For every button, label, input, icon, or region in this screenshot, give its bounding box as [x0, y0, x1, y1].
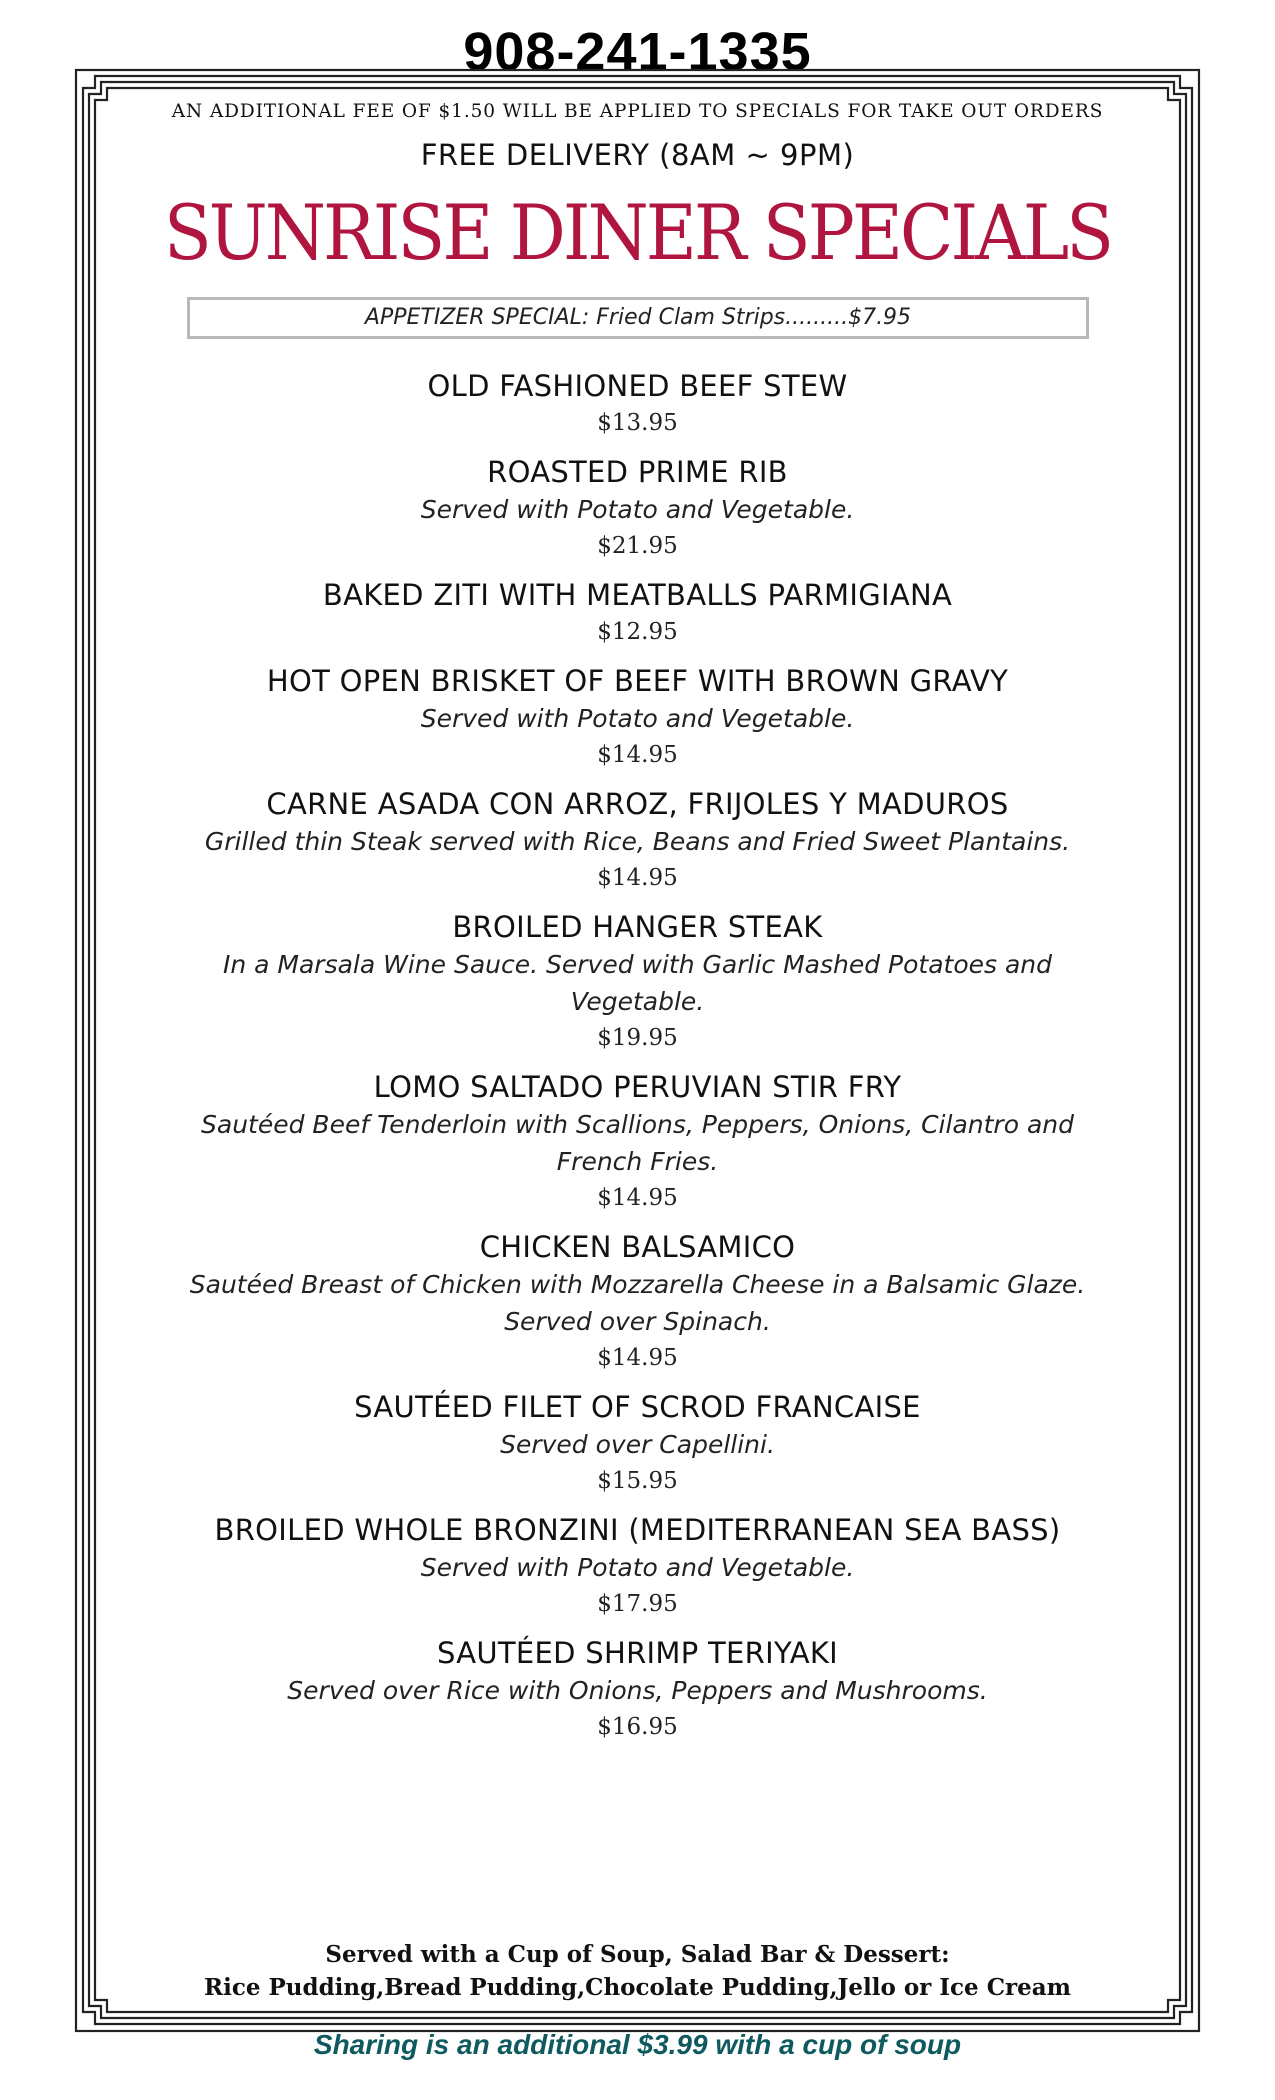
item-price: $13.95: [597, 410, 678, 436]
menu-item: [130, 576, 1145, 650]
item-description: Served over Capellini.: [500, 1430, 775, 1459]
item-price: $16.95: [597, 1714, 678, 1740]
item-price: $14.95: [597, 742, 678, 768]
included-sides-line-2: Rice Pudding,Bread Pudding,Chocolate Pudding,Jello or Ice Cream: [204, 1974, 1071, 2001]
item-description: Served with Potato and Vegetable.: [420, 1553, 855, 1582]
item-name: CHICKEN BALSAMICO: [479, 1230, 796, 1264]
included-sides-note: [0, 1938, 1275, 2004]
item-price: $17.95: [597, 1591, 678, 1617]
menu-item: [130, 1634, 1145, 1745]
menu-item: [130, 367, 1145, 441]
item-name: SAUTÉED FILET OF SCROD FRANCAISE: [354, 1390, 921, 1424]
free-delivery-notice: FREE DELIVERY (8AM ~ 9PM): [420, 138, 855, 172]
menu-item: [130, 785, 1145, 896]
item-name: OLD FASHIONED BEEF STEW: [427, 369, 848, 403]
item-price: $14.95: [597, 1185, 678, 1211]
specials-list: [130, 355, 1145, 1745]
item-name: SAUTÉED SHRIMP TERIYAKI: [436, 1636, 839, 1670]
item-price: $15.95: [597, 1468, 678, 1494]
menu-item: [130, 1388, 1145, 1499]
item-price: $12.95: [597, 619, 678, 645]
item-price: $14.95: [597, 1345, 678, 1371]
item-description: Sautéed Breast of Chicken with Mozzarella Cheese in a Balsamic Glaze. Served over Spinach.: [189, 1270, 1086, 1336]
menu-item: [130, 1228, 1145, 1376]
item-description: Served with Potato and Vegetable.: [420, 704, 855, 733]
item-name: BROILED HANGER STEAK: [452, 910, 823, 944]
item-name: LOMO SALTADO PERUVIAN STIR FRY: [373, 1070, 902, 1104]
menu-item: [130, 908, 1145, 1056]
item-price: $21.95: [597, 533, 678, 559]
menu-item: [130, 1068, 1145, 1216]
menu-item: [130, 662, 1145, 773]
item-name: BAKED ZITI WITH MEATBALLS PARMIGIANA: [322, 578, 953, 612]
phone-number: 908-241-1335: [463, 22, 812, 82]
included-sides-line-1: Served with a Cup of Soup, Salad Bar & Dessert:: [325, 1941, 950, 1968]
menu-item: [130, 1511, 1145, 1622]
page-title: SUNRISE DINER SPECIALS: [163, 188, 1112, 278]
menu-item: [130, 453, 1145, 564]
item-name: HOT OPEN BRISKET OF BEEF WITH BROWN GRAVY: [266, 664, 1009, 698]
item-name: CARNE ASADA CON ARROZ, FRIJOLES Y MADUROS: [266, 787, 1009, 821]
item-description: Served with Potato and Vegetable.: [420, 495, 855, 524]
item-price: $14.95: [597, 865, 678, 891]
item-description: Served over Rice with Onions, Peppers and Mushrooms.: [287, 1676, 988, 1705]
item-name: BROILED WHOLE BRONZINI (MEDITERRANEAN SEA BASS): [214, 1513, 1061, 1547]
item-description: Sautéed Beef Tenderloin with Scallions, Peppers, Onions, Cilantro and French Fries.: [201, 1110, 1074, 1176]
sharing-charge-note: Sharing is an additional $3.99 with a cup of soup: [313, 2029, 962, 2060]
takeout-fee-notice: AN ADDITIONAL FEE OF $1.50 WILL BE APPLIED TO SPECIALS FOR TAKE OUT ORDERS: [110, 100, 1165, 124]
item-description: Grilled thin Steak served with Rice, Beans and Fried Sweet Plantains.: [204, 827, 1071, 856]
item-name: ROASTED PRIME RIB: [487, 455, 788, 489]
item-description: In a Marsala Wine Sauce. Served with Garlic Mashed Potatoes and Vegetable.: [222, 950, 1053, 1016]
appetizer-special-box: APPETIZER SPECIAL: Fried Clam Strips.........$7.95: [187, 297, 1089, 339]
item-price: $19.95: [597, 1025, 678, 1051]
